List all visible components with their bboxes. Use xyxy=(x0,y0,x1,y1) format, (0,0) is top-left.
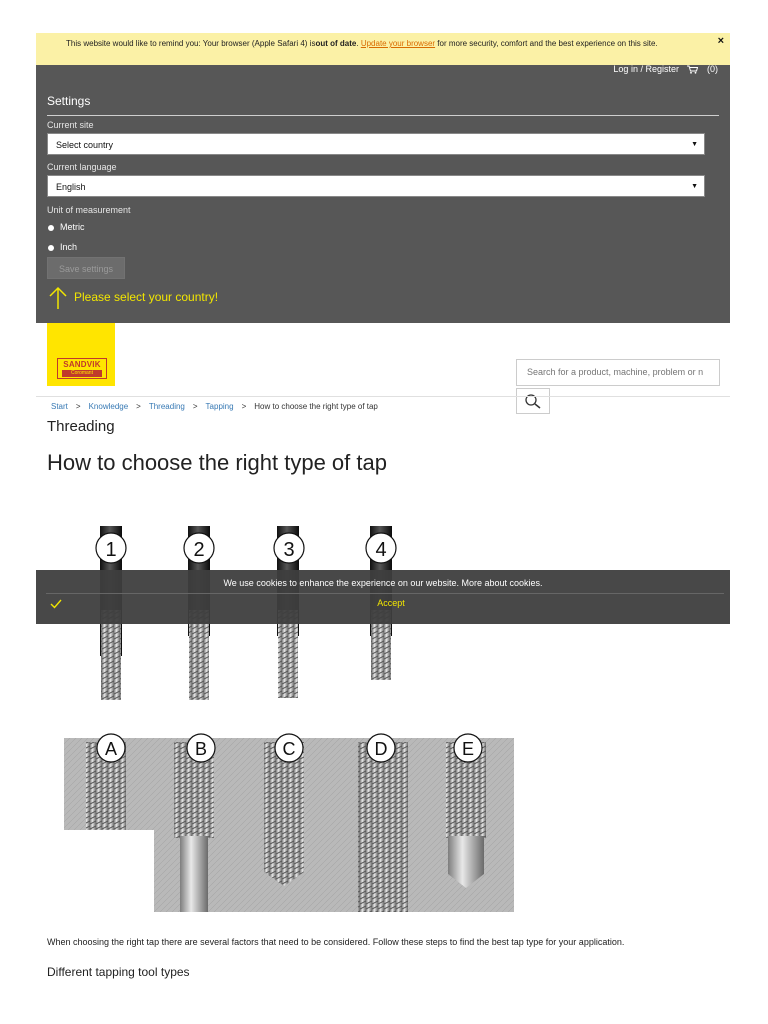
chevron-down-icon: ▼ xyxy=(691,141,698,148)
update-browser-link[interactable]: Update your browser xyxy=(360,39,436,48)
search-icon xyxy=(517,389,549,413)
section-title: Threading xyxy=(47,418,115,435)
warning-dot: . xyxy=(356,39,359,48)
svg-text:A: A xyxy=(104,739,118,759)
country-select-value: Select country xyxy=(56,140,114,150)
cart-icon xyxy=(687,65,698,74)
accept-cookies-button[interactable]: Accept xyxy=(377,598,405,608)
language-select-value: English xyxy=(56,182,86,192)
breadcrumb-start[interactable]: Start xyxy=(51,402,68,411)
warning-bold: out of date xyxy=(315,39,357,48)
cookie-text xyxy=(36,578,730,588)
svg-text:E: E xyxy=(461,739,475,759)
more-about-cookies-link[interactable]: More about cookies. xyxy=(461,578,543,588)
logo-name: SANDVIK xyxy=(63,360,101,369)
breadcrumb-tapping[interactable]: Tapping xyxy=(205,402,234,411)
hole-c-thread xyxy=(264,742,304,886)
breadcrumb-current: How to choose the right type of tap xyxy=(254,402,378,411)
breadcrumb-knowledge[interactable]: Knowledge xyxy=(88,402,129,411)
arrow-up-icon xyxy=(48,286,68,310)
intro-text: When choosing the right tap there are several factors that need to be considered. Follow these steps to find the best tap type for your application. xyxy=(47,937,625,947)
country-select[interactable] xyxy=(47,133,705,155)
current-site-label: Current site xyxy=(47,120,94,130)
chevron-down-icon: ▼ xyxy=(691,183,698,190)
radio-metric-label: Metric xyxy=(60,222,85,232)
hole-b-bore xyxy=(180,836,208,912)
svg-text:C: C xyxy=(282,739,296,759)
hole-d-thread xyxy=(358,742,408,912)
breadcrumb-sep: > xyxy=(136,402,141,411)
hole-label-e xyxy=(454,734,482,762)
cookie-message: We use cookies to enhance the experience on our website. xyxy=(223,578,459,588)
warning-prefix: This website would like to remind you: Your browser (Apple Safari 4) is xyxy=(66,39,316,48)
close-icon[interactable]: × xyxy=(717,35,724,47)
search-button[interactable] xyxy=(516,388,550,414)
breadcrumb-threading[interactable]: Threading xyxy=(148,402,185,411)
divider xyxy=(47,115,719,116)
radio-inch-label: Inch xyxy=(60,242,78,252)
login-register-link[interactable]: Log in / Register xyxy=(613,64,679,74)
breadcrumb xyxy=(51,402,378,411)
cart-link[interactable] xyxy=(687,64,718,74)
svg-text:B: B xyxy=(194,739,208,759)
svg-text:2: 2 xyxy=(193,539,205,561)
tap-label-4 xyxy=(366,533,396,563)
country-prompt xyxy=(48,286,218,310)
top-nav xyxy=(607,64,718,74)
svg-text:1: 1 xyxy=(105,539,117,561)
tap-label-2 xyxy=(184,533,214,563)
breadcrumb-sep: > xyxy=(241,402,247,411)
cart-count: (0) xyxy=(707,64,718,74)
cookie-banner xyxy=(36,570,730,624)
page-title: How to choose the right type of tap xyxy=(47,450,387,475)
tap-types-illustration xyxy=(36,490,536,920)
cookie-divider xyxy=(46,593,724,594)
country-prompt-text: Please select your country! xyxy=(74,290,219,305)
settings-panel xyxy=(36,65,730,323)
subheading: Different tapping tool types xyxy=(47,965,190,979)
radio-dot xyxy=(48,225,54,231)
svg-text:D: D xyxy=(374,739,388,759)
language-select[interactable] xyxy=(47,175,705,197)
svg-text:4: 4 xyxy=(375,539,387,561)
hole-label-a xyxy=(97,734,125,762)
radio-inch[interactable] xyxy=(48,242,77,252)
hole-label-d xyxy=(367,734,395,762)
current-language-label: Current language xyxy=(47,162,117,172)
logo-sub: Coromant xyxy=(62,370,102,377)
hole-label-c xyxy=(275,734,303,762)
svg-text:3: 3 xyxy=(283,539,295,561)
save-settings-button[interactable]: Save settings xyxy=(47,257,125,279)
breadcrumb-sep: > xyxy=(75,402,81,411)
search-box xyxy=(516,359,720,386)
tap-label-3 xyxy=(274,533,304,563)
unit-label: Unit of measurement xyxy=(47,205,131,215)
browser-warning-text xyxy=(66,38,706,50)
tap-label-1 xyxy=(96,533,126,563)
search-input[interactable] xyxy=(525,366,725,378)
breadcrumb-sep: > xyxy=(192,402,198,411)
header-divider xyxy=(36,396,730,397)
hole-label-b xyxy=(187,734,215,762)
settings-title: Settings xyxy=(47,94,91,108)
radio-dot xyxy=(48,245,54,251)
logo-mark xyxy=(57,358,107,379)
warning-suffix: for more security, comfort and the best experience on this site. xyxy=(435,39,658,48)
browser-warning-bar xyxy=(36,33,730,65)
sandvik-logo[interactable] xyxy=(47,323,115,386)
radio-metric[interactable] xyxy=(48,222,85,232)
